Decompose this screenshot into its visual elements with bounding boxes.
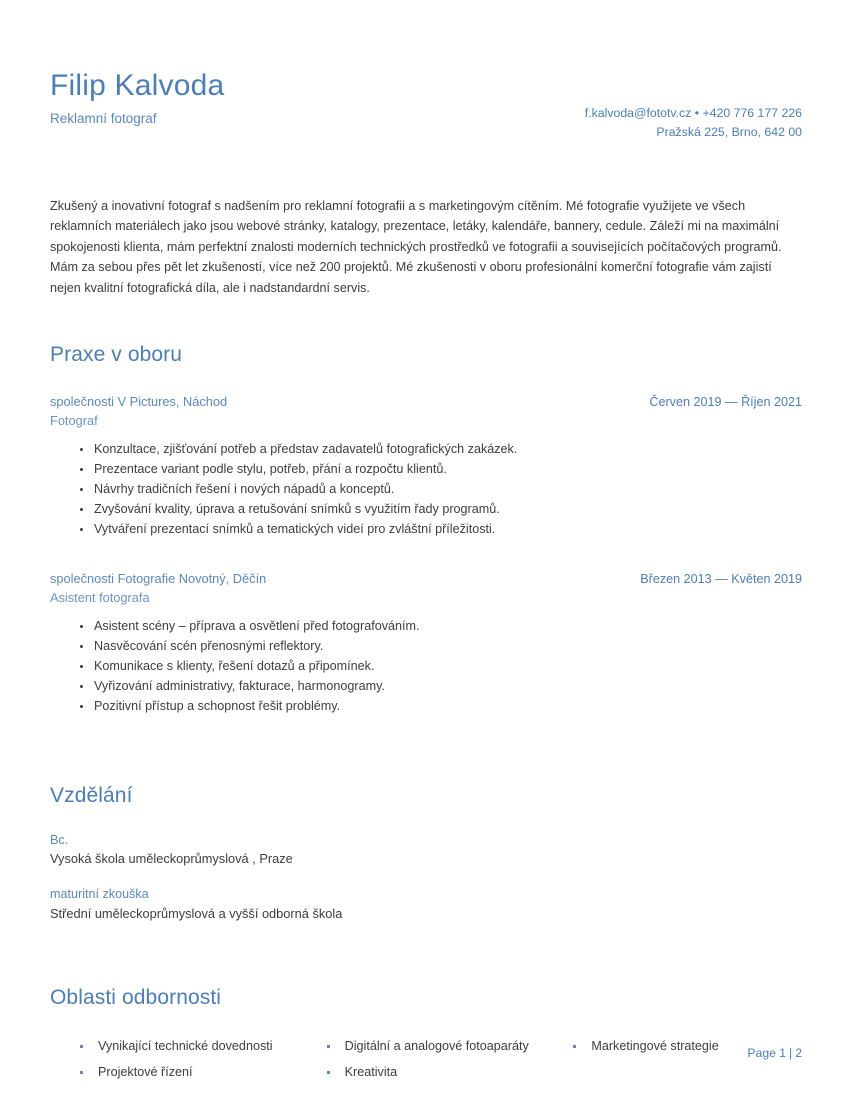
education-degree: Bc.	[50, 832, 69, 847]
candidate-name: Filip Kalvoda	[50, 69, 225, 102]
experience-entry-head	[50, 570, 802, 588]
footer-page-label: Page	[747, 1046, 776, 1060]
experience-duties-list	[50, 617, 802, 716]
contact-block	[585, 104, 802, 142]
list-item: Kreativita	[327, 1064, 556, 1082]
section-heading-experience: Praxe v oboru	[50, 342, 183, 366]
contact-email-phone: f.kalvoda@fototv.cz • +420 776 177 226	[584, 106, 802, 120]
candidate-job-title: Reklamní fotograf	[50, 111, 157, 127]
list-item: Vyřizování administrativy, fakturace, harmonogramy.	[80, 677, 802, 697]
experience-organization: společnosti Fotografie Novotný, Děčín	[50, 570, 267, 586]
section-heading-skills: Oblasti odbornosti	[50, 985, 222, 1009]
section-heading-education: Vzdělání	[50, 783, 133, 807]
education-school: Vysoká škola uměleckoprůmyslová , Praze	[50, 851, 293, 867]
professional-summary: Zkušený a inovativní fotograf s nadšením pro reklamní fotografii a s marketingovým cítěním. Mé fotografie využijete ve všech reklamních materiálech jako jsou webové stránky, katalogy, prezentace, letáky, kalendáře, bannery, cedule. Záleží mi na maximální spokojenosti klienta, mám perfektní znalosti moderních technických prostředků ve fotografii a souvisejících počítačových programů. Mám za sebou přes pět let zkušeností, více než 200 projektů. Mé zkušenosti v oboru profesionální komerční fotografie vám zajistí nejen kvalitní fotografická díla, ale i nadstandardní servis.	[50, 199, 782, 295]
experience-entry	[50, 393, 802, 540]
list-item: Konzultace, zjišťování potřeb a představ zadavatelů fotografických zakázek.	[80, 440, 802, 460]
list-item: Prezentace variant podle stylu, potřeb, přání a rozpočtu klientů.	[80, 460, 802, 480]
education-degree: maturitní zkouška	[50, 887, 149, 902]
list-item: Komunikace s klienty, řešení dotazů a připomínek.	[80, 657, 802, 677]
list-item: Vytváření prezentací snímků a tematických videí pro zvláštní příležitosti.	[80, 520, 802, 540]
footer-separator: |	[789, 1046, 793, 1060]
education-entry	[50, 886, 802, 923]
education-school: Střední uměleckoprůmyslová a vyšší odborná škola	[50, 906, 343, 922]
experience-entry-head	[50, 393, 802, 411]
list-item: Nasvěcování scén přenosnými reflektory.	[80, 637, 802, 657]
experience-duties-list	[50, 440, 802, 539]
skills-column	[80, 1038, 309, 1090]
contact-address: Pražská 225, Brno, 642 00	[656, 125, 802, 140]
list-item: Marketingové strategie	[573, 1038, 802, 1056]
education-entry	[50, 832, 802, 869]
list-item: Pozitivní přístup a schopnost řešit problémy.	[80, 697, 802, 717]
page-footer	[747, 1046, 802, 1060]
footer-current-page: 1	[779, 1046, 787, 1060]
skills-column	[327, 1038, 556, 1090]
footer-total-pages: 2	[795, 1046, 802, 1060]
resume-header	[50, 0, 802, 154]
list-item: Zvyšování kvality, úprava a retušování snímků s využitím řady programů.	[80, 500, 802, 520]
experience-dates: Červen 2019 — Říjen 2021	[649, 395, 802, 410]
list-item: Návrhy tradičních řešení i nových nápadů a konceptů.	[80, 480, 802, 500]
experience-dates: Březen 2013 — Květen 2019	[640, 571, 802, 586]
list-item: Digitální a analogové fotoaparáty	[327, 1038, 556, 1056]
experience-entry	[50, 570, 802, 717]
list-item: Asistent scény – příprava a osvětlení před fotografováním.	[80, 617, 802, 637]
experience-role: Asistent fotografa	[50, 589, 150, 605]
experience-organization: společnosti V Pictures, Náchod	[50, 394, 228, 410]
list-item: Vynikající technické dovednosti	[80, 1038, 309, 1056]
skills-grid	[50, 1038, 802, 1090]
experience-role: Fotograf	[50, 412, 98, 428]
list-item: Projektové řízení	[80, 1064, 309, 1082]
